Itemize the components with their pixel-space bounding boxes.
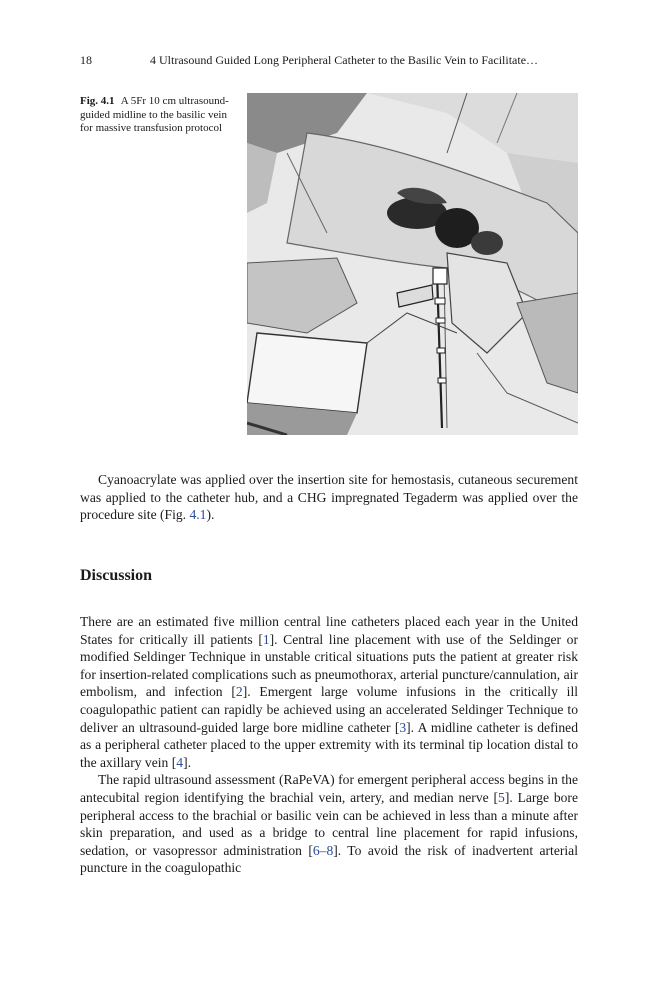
paragraph-1 bbox=[80, 471, 578, 524]
paragraph-2-text: ]. A midline catheter is defined as a peripheral catheter placed to the upper extremity with its terminal tip location distal to the axillary vein [ bbox=[80, 719, 578, 770]
catheter-photo-image bbox=[247, 93, 578, 435]
paragraph-2-text: ]. Emergent large volume infusions in the critically ill coagulopathic patient can rapidly be achieved using an accelerated Seldinger Technique to deliver an ultrasound-guided large bore midline catheter [ bbox=[80, 684, 579, 735]
page-number: 18 bbox=[80, 53, 92, 67]
citation-link[interactable]: 5 bbox=[498, 789, 505, 805]
paragraph-2-text: ]. bbox=[183, 754, 191, 770]
section-heading: Discussion bbox=[80, 567, 153, 584]
citation-link[interactable]: 1 bbox=[262, 631, 270, 647]
paragraph-1-end: ). bbox=[206, 507, 215, 523]
paragraph-3-text: ]. To avoid the risk of inadvertent arterial puncture in the coagulopathic bbox=[80, 842, 578, 876]
figure-caption bbox=[80, 95, 230, 136]
paragraph-3-text: ]. Large bore peripheral access to the brachial or basilic vein can be achieved in less than a minute after skin preparation, and used as a bridge to central line placement for rapid infusions, sedation, or vasopressor administration [ bbox=[80, 789, 578, 858]
paragraph-2 bbox=[80, 613, 578, 771]
figure-photo bbox=[247, 93, 578, 435]
paragraph-2-text: There are an estimated five million central line catheters placed each year in the United States for critically ill patients [ bbox=[80, 614, 578, 647]
citation-link[interactable]: 4 bbox=[176, 754, 184, 770]
figure-label: Fig. 4.1 bbox=[80, 95, 115, 107]
paragraph-2-text: ]. Central line placement with use of the Seldinger or modified Seldinger Technique in unstable critical situations puts the patient at greater risk for insertion-related complications such as pneumothorax, arterial puncture/cannulation, air embolism, and infection [ bbox=[80, 631, 578, 700]
discussion-body bbox=[80, 613, 578, 877]
running-head: 4 Ultrasound Guided Long Peripheral Catheter to the Basilic Vein to Facilitate… bbox=[150, 53, 539, 67]
paragraph-3 bbox=[80, 771, 578, 877]
paragraph-3-text: The rapid ultrasound assessment (RaPeVA) for emergent peripheral access begins in the antecubital region identifying the brachial vein, artery, and median nerve [ bbox=[80, 772, 578, 805]
citation-link[interactable]: 3 bbox=[399, 719, 407, 735]
citation-link[interactable]: 2 bbox=[235, 684, 243, 700]
figure-caption-text: A 5Fr 10 cm ultrasound-guided midline to the basilic vein for massive transfusion protocol bbox=[80, 95, 229, 134]
citation-link[interactable]: 6–8 bbox=[312, 842, 334, 858]
paragraph-1-text: Cyanoacrylate was applied over the insertion site for hemostasis, cutaneous securement was applied to the catheter hub, and a CHG impregnated Tegaderm was applied over the procedure site (Fig. bbox=[80, 472, 578, 523]
figure-reference-link[interactable]: 4.1 bbox=[189, 507, 207, 523]
